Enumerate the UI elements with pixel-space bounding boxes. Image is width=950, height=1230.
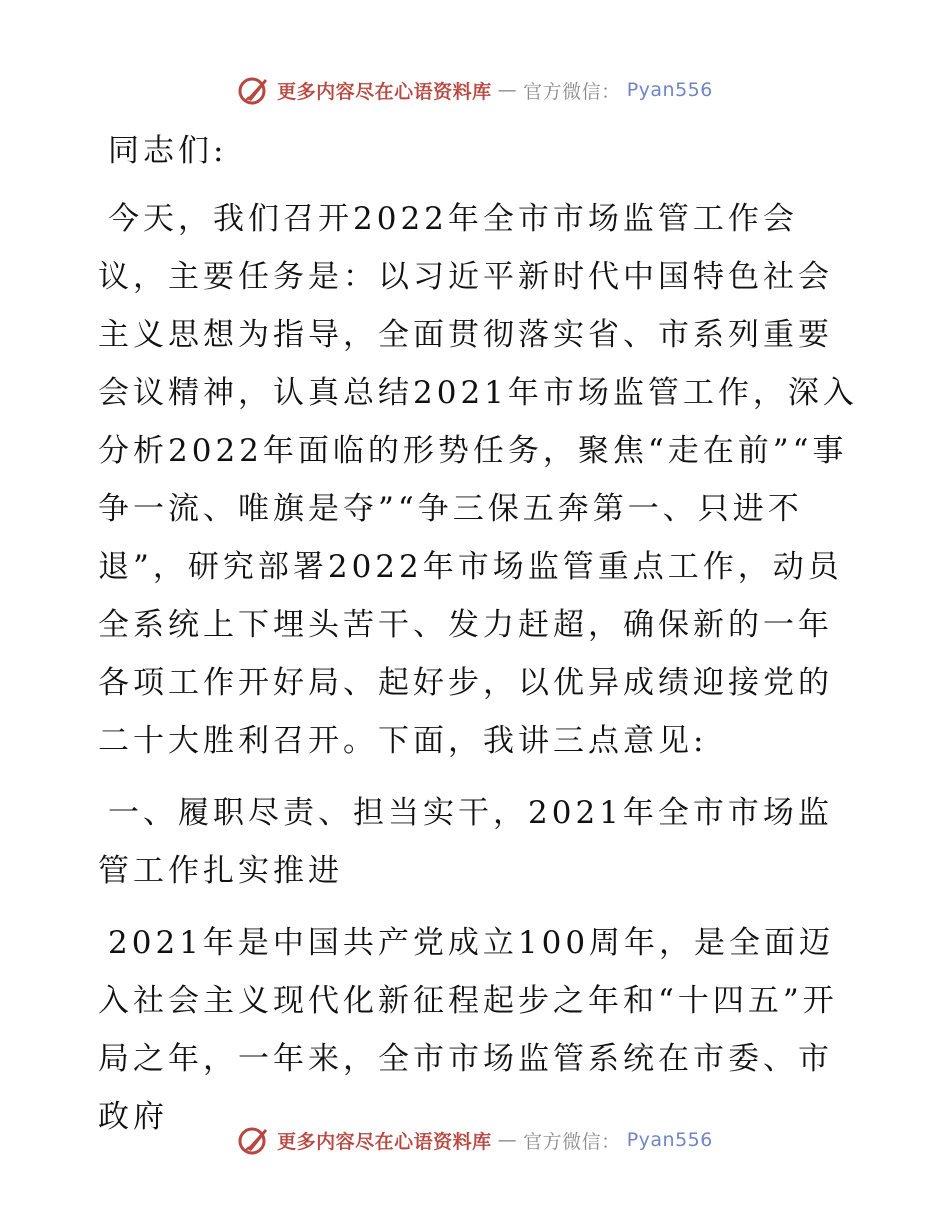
quill-pen-logo-icon [237, 73, 271, 107]
watermark-header [0, 70, 950, 110]
salutation: 同志们: [108, 133, 228, 169]
watermark-wechat-label: 官方微信： [523, 1130, 621, 1153]
quill-pen-logo-icon [237, 1123, 271, 1157]
watermark-wechat-label: 官方微信： [523, 80, 621, 103]
watermark-site-text: 更多内容尽在心语资料库 [277, 1130, 492, 1153]
watermark-footer [0, 1120, 950, 1160]
paragraph-section-1: 2021年是中国共产党成立100周年，是全面迈入社会主义现代化新征程起步之年和“十四五”开局之年，一年来，全市市场监管系统在市委、市政府 [98, 925, 838, 1135]
watermark-site-text: 更多内容尽在心语资料库 [277, 80, 492, 103]
document-body [98, 122, 858, 1160]
watermark-dash: — [497, 1129, 518, 1151]
watermark-dash: — [497, 79, 518, 101]
paragraph-intro: 今天，我们召开2022年全市市场监管工作会议，主要任务是：以习近平新时代中国特色社会主义思想为指导，全面贯彻落实省、市系列重要会议精神，认真总结2021年市场监管工作，深入分析2022年面临的形势任务，聚焦“走在前”“事争一流、唯旗是夺”“争三保五奔第一、只进不退”，研究部署2022年市场监管重点工作，动员全系统上下埋头苦干、发力赶超，确保新的一年各项工作开好局、起好步，以优异成绩迎接党的二十大胜利召开。下面，我讲三点意见: [98, 201, 858, 759]
section-heading-1: 一、履职尽责、担当实干，2021年全市市场监管工作扎实推进 [98, 795, 833, 889]
watermark-handle: Pyan556 [626, 79, 713, 101]
watermark-handle: Pyan556 [626, 1129, 713, 1151]
